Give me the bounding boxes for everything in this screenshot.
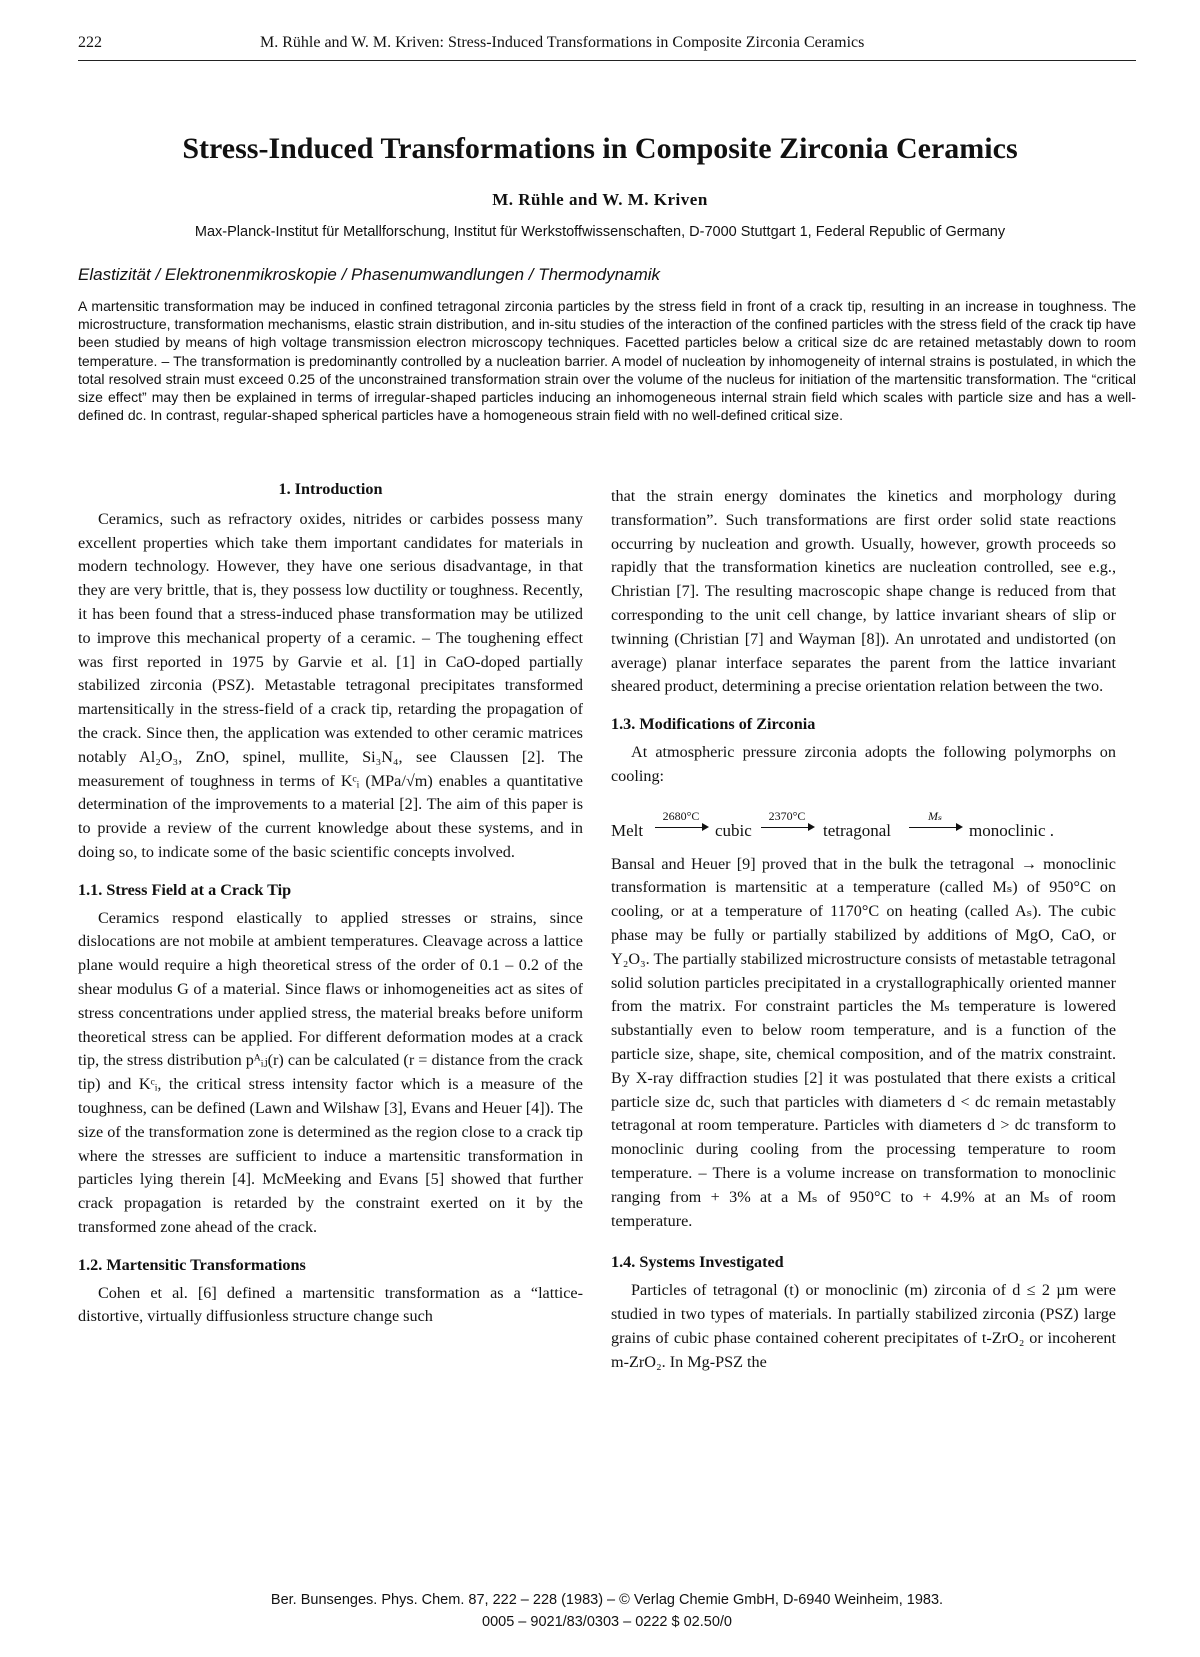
eq-arrow-3 bbox=[909, 827, 961, 828]
eq-cubic: cubic bbox=[715, 820, 752, 840]
eq-temp-2: 2370°C bbox=[768, 808, 806, 823]
page-number: 222 bbox=[78, 34, 102, 51]
eq-arrow-2 bbox=[761, 827, 813, 828]
right-column bbox=[611, 485, 1116, 1374]
paragraph-1-3: At atmospheric pressure zirconia adopts the following polymorphs on cooling: bbox=[611, 742, 1116, 785]
keywords: Elastizität / Elektronenmikroskopie / Phasenumwandlungen / Thermodynamik bbox=[78, 265, 661, 284]
eq-tetragonal: tetragonal bbox=[823, 820, 891, 840]
eq-melt: Melt bbox=[611, 820, 644, 840]
paragraph-1-1: Ceramics respond elastically to applied stresses or strains, since dislocations are not mobile at ambient temperatures. Cleavage across a lattice plane would require a high theoretical stress of the order of 0.1 – 0.2 of the shear modulus G of a material. Since flaws or inhomogeneities act as sites of stress concentrations under applied stress, the material breaks before uniform theoretical stress can be applied. For different deformation modes at a crack tip, the stress distribution pᴬᵢⱼ(r) can be calculated (r = distance from the crack tip) and Kᶜᵢ, the critical stress intensity factor which is a measure of the toughness, can be defined (Lawn and Wilshaw [3], Evans and Heuer [4]). The size of the transformation zone is determined as the region close to a crack tip where the stresses are sufficient to induce a martensitic transformation in particles lying therein [4]. McMeeking and Evans [5] showed that further crack propagation is retarded by the constraint exerted on it by the transformed zone ahead of the crack. bbox=[78, 908, 583, 1236]
paragraph-1-4: Particles of tetragonal (t) or monoclinic (m) zirconia of d ≤ 2 µm were studied in two types of materials. In partially stabilized zirconia (PSZ) large grains of cubic phase contained coherent precipitates of t-ZrO₂ or incoherent m-ZrO₂. In Mg-PSZ the bbox=[611, 1281, 1116, 1371]
eq-temp-3: Mₛ bbox=[927, 808, 943, 823]
section-heading-1-4: 1.4. Systems Investigated bbox=[611, 1253, 784, 1272]
article-title: Stress-Induced Transformations in Composite Zirconia Ceramics bbox=[182, 132, 1018, 165]
polymorph-equation bbox=[611, 797, 1116, 849]
eq-monoclinic: monoclinic . bbox=[969, 820, 1054, 840]
paragraph-introduction: Ceramics, such as refractory oxides, nitrides or carbides possess many excellent properties which take them important candidates for materials in modern technology. However, they have one serious disadvantage, in that they are very brittle, that is, they possess low ductility or toughness. Recently, it has been found that a stress-induced phase transformation may be utilized to improve this mechanical property of a ceramic. – The toughening effect was first reported in 1975 by Garvie et al. [1] in CaO-doped partially stabilized zirconia (PSZ). Metastable tetragonal precipitates transformed martensitically in the stress-field of a crack tip, retarding the propagation of the crack. Since then, the application was extended to other ceramic matrices notably Al₂O₃, ZnO, spinel, mullite, Si₃N₄, see Claussen [2]. The measurement of toughness in terms of Kᶜᵢ (MPa/√m) enables a quantitative determination of the improvements to a material [2]. The aim of this paper is to provide a review of the current knowledge about these systems, and in doing so, to indicate some of the basic scientific concepts involved. bbox=[78, 509, 583, 861]
affiliation: Max-Planck-Institut für Metallforschung, Institut für Werkstoffwissenschaften, D-7000 Stuttgart 1, Federal Republic of Germany bbox=[194, 224, 1006, 240]
section-heading-1-3: 1.3. Modifications of Zirconia bbox=[611, 715, 816, 734]
abstract: A martensitic transformation may be induced in confined tetragonal zirconia particles by the stress field in front of a crack tip, resulting in an increase in toughness. The microstructure, transformation mechanisms, elastic strain distribution, and in-situ studies of the interaction of the confined particles with the stress field of the crack tip have been studied by means of high voltage transmission electron microscopy techniques. Facetted particles below a critical size dc are retained metastably down to room temperature. – The transformation is predominantly controlled by a nucleation barrier. A model of nucleation by inhomogeneity of internal strains is postulated, in which the total resolved strain must exceed 0.25 of the unconstrained transformation strain over the volume of the nucleus for initiation of the martensitic transformation. The “critical size effect” may then be explained in terms of irregular-shaped particles inducing an inhomogeneous internal strain field which scales with particle size and has a well-defined dc. In contrast, regular-shaped spherical particles have a homogeneous strain field with no well-defined critical size. bbox=[78, 298, 1136, 424]
paragraph-1-2-continued: that the strain energy dominates the kinetics and morphology during transformation”. Such transformations are first order solid state reactions occurring by nucleation and growth. Usually, however, growth proceeds so rapidly that the transformation kinetics are nucleation controlled, see e.g., Christian [7]. The resulting macroscopic shape change is reduced from that corresponding to the unit cell change, by lattice invariant shears of slip or twinning (Christian [7] and Wayman [8]). An unrotated and undistorted (on average) planar interface separates the parent from the lattice invariant sheared product, determining a precise orientation relation between the two. bbox=[611, 487, 1116, 696]
section-heading-1-1: 1.1. Stress Field at a Crack Tip bbox=[78, 880, 292, 899]
authors: M. Rühle and W. M. Kriven bbox=[492, 190, 708, 209]
section-heading-1-2: 1.2. Martensitic Transformations bbox=[78, 1255, 306, 1274]
eq-temp-1: 2680°C bbox=[662, 808, 700, 823]
footer-citation: Ber. Bunsenges. Phys. Chem. 87, 222 – 228 (1983) – © Verlag Chemie GmbH, D-6940 Weinheim, 1983. bbox=[270, 1592, 944, 1608]
running-header bbox=[78, 34, 1136, 61]
paragraph-1-3-b: Bansal and Heuer [9] proved that in the bulk the tetragonal → monoclinic transformation is martensitic at a temperature (called Mₛ) of 950°C on cooling, or at a temperature of 1170°C on heating (called Aₛ). The cubic phase may be fully or partially stabilized by additions of MgO, CaO, or Y₂O₃. The partially stabilized microstructure consists of metastable tetragonal solid solution particles precipitated in a crystallographically oriented manner from the matrix. For constraint particles the Mₛ temperature is lowered substantially even to below room temperature, and is a function of the particle size, shape, site, chemical composition, and of the matrix constraint. By X-ray diffraction studies [2] it was postulated that there exists a critical particle size dc, such that particles with diameters d < dc remain metastably tetragonal at room temperature. Particles with diameters d > dc transform to monoclinic during cooling from the processing temperature to room temperature. – There is a volume increase on transformation to monoclinic ranging from + 3% at a Mₛ of 950°C to + 4.9% at an Mₛ of room temperature. bbox=[611, 854, 1117, 1230]
footer-code: 0005 – 9021/83/0303 – 0222 $ 02.50/0 bbox=[482, 1614, 732, 1630]
eq-arrow-1 bbox=[655, 827, 707, 828]
section-heading-introduction: 1. Introduction bbox=[278, 480, 383, 498]
left-column bbox=[78, 478, 583, 1329]
running-title: M. Rühle and W. M. Kriven: Stress-Induced Transformations in Composite Zirconia Ceramics bbox=[260, 34, 865, 51]
paragraph-1-2: Cohen et al. [6] defined a martensitic transformation as a “lattice-distortive, virtually diffusionless structure change such bbox=[78, 1283, 583, 1326]
